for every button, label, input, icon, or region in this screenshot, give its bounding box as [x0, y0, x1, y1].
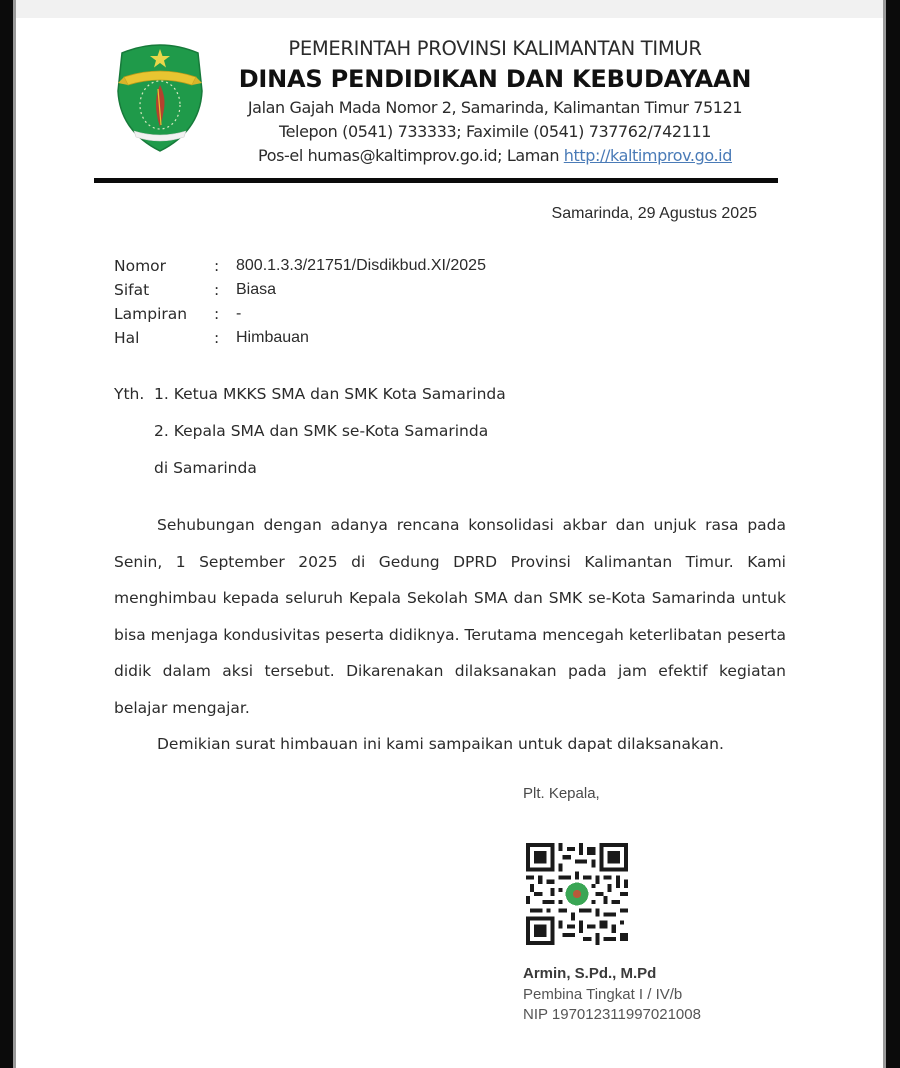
agency-phone-fax: Telepon (0541) 733333; Faximile (0541) 737762/742111 — [278, 122, 712, 141]
meta-colon: : — [214, 305, 220, 323]
meta-value: Himbauan — [236, 329, 309, 346]
meta-label: Nomor — [114, 257, 167, 275]
salutation: Yth. — [114, 385, 145, 403]
letterhead-divider — [94, 178, 778, 183]
meta-value: Biasa — [236, 281, 277, 298]
agency-name: DINAS PENDIDIKAN DAN KEBUDAYAAN — [238, 65, 752, 93]
meta-colon: : — [214, 329, 220, 347]
letter-date: Samarinda, 29 Agustus 2025 — [551, 205, 757, 222]
body-paragraph-2: Demikian surat himbauan ini kami sampaikan untuk dapat dilaksanakan. — [157, 735, 724, 753]
letterhead — [215, 36, 775, 168]
coat-of-arms-icon — [114, 39, 206, 152]
letter-body — [114, 507, 786, 763]
meta-value: - — [236, 305, 242, 322]
email-text: Pos-el humas@kaltimprov.go.id; Laman — [258, 146, 564, 165]
body-paragraph-1: Sehubungan dengan adanya rencana konsolidasi akbar dan unjuk rasa pada Senin, 1 September 2025 di Gedung DPRD Provinsi Kalimantan Timur. Kami menghimbau kepada seluruh Kepala Sekolah SMA dan SMK se-Kota Samarinda untuk bisa menjaga kondusivitas peserta didiknya. Terutama mencegah keterlibatan peserta didik dalam aksi tersebut. Dikarenakan dilaksanakan pada jam efektif kegiatan belajar mengajar. — [114, 516, 786, 717]
agency-address: Jalan Gajah Mada Nomor 2, Samarinda, Kalimantan Timur 75121 — [247, 98, 743, 117]
meta-label: Lampiran — [114, 305, 188, 323]
meta-row-nomor — [114, 254, 486, 278]
recipient-text: 1. Ketua MKKS SMA dan SMK Kota Samarinda — [154, 385, 506, 403]
meta-row-sifat — [114, 278, 486, 302]
signature-block — [523, 785, 701, 1023]
meta-row-hal — [114, 326, 486, 350]
meta-label: Hal — [114, 329, 140, 347]
signatory-name: Armin, S.Pd., M.Pd — [523, 965, 657, 982]
letter-meta — [114, 254, 486, 350]
recipient-2: 2. Kepala SMA dan SMK se-Kota Samarinda — [154, 422, 489, 440]
recipients — [114, 381, 506, 492]
agency-contact — [215, 144, 775, 168]
meta-colon: : — [214, 281, 220, 299]
top-strip — [16, 0, 883, 18]
signatory-title: Plt. Kepala, — [523, 785, 600, 802]
meta-row-lampiran — [114, 302, 486, 326]
recipient-1 — [114, 381, 506, 418]
signatory-rank: Pembina Tingkat I / IV/b — [523, 986, 683, 1003]
screen-frame-right — [886, 0, 900, 1068]
website-link[interactable]: http://kaltimprov.go.id — [563, 146, 732, 165]
meta-label: Sifat — [114, 281, 150, 299]
recipient-location: di Samarinda — [154, 459, 257, 477]
government-name: PEMERINTAH PROVINSI KALIMANTAN TIMUR — [288, 37, 702, 60]
meta-value: 800.1.3.3/21751/Disdikbud.XI/2025 — [236, 257, 486, 274]
qr-code-icon — [526, 843, 628, 945]
meta-colon: : — [214, 257, 220, 275]
signatory-nip: NIP 197012311997021008 — [523, 1006, 701, 1023]
screen-frame-left — [0, 0, 13, 1068]
